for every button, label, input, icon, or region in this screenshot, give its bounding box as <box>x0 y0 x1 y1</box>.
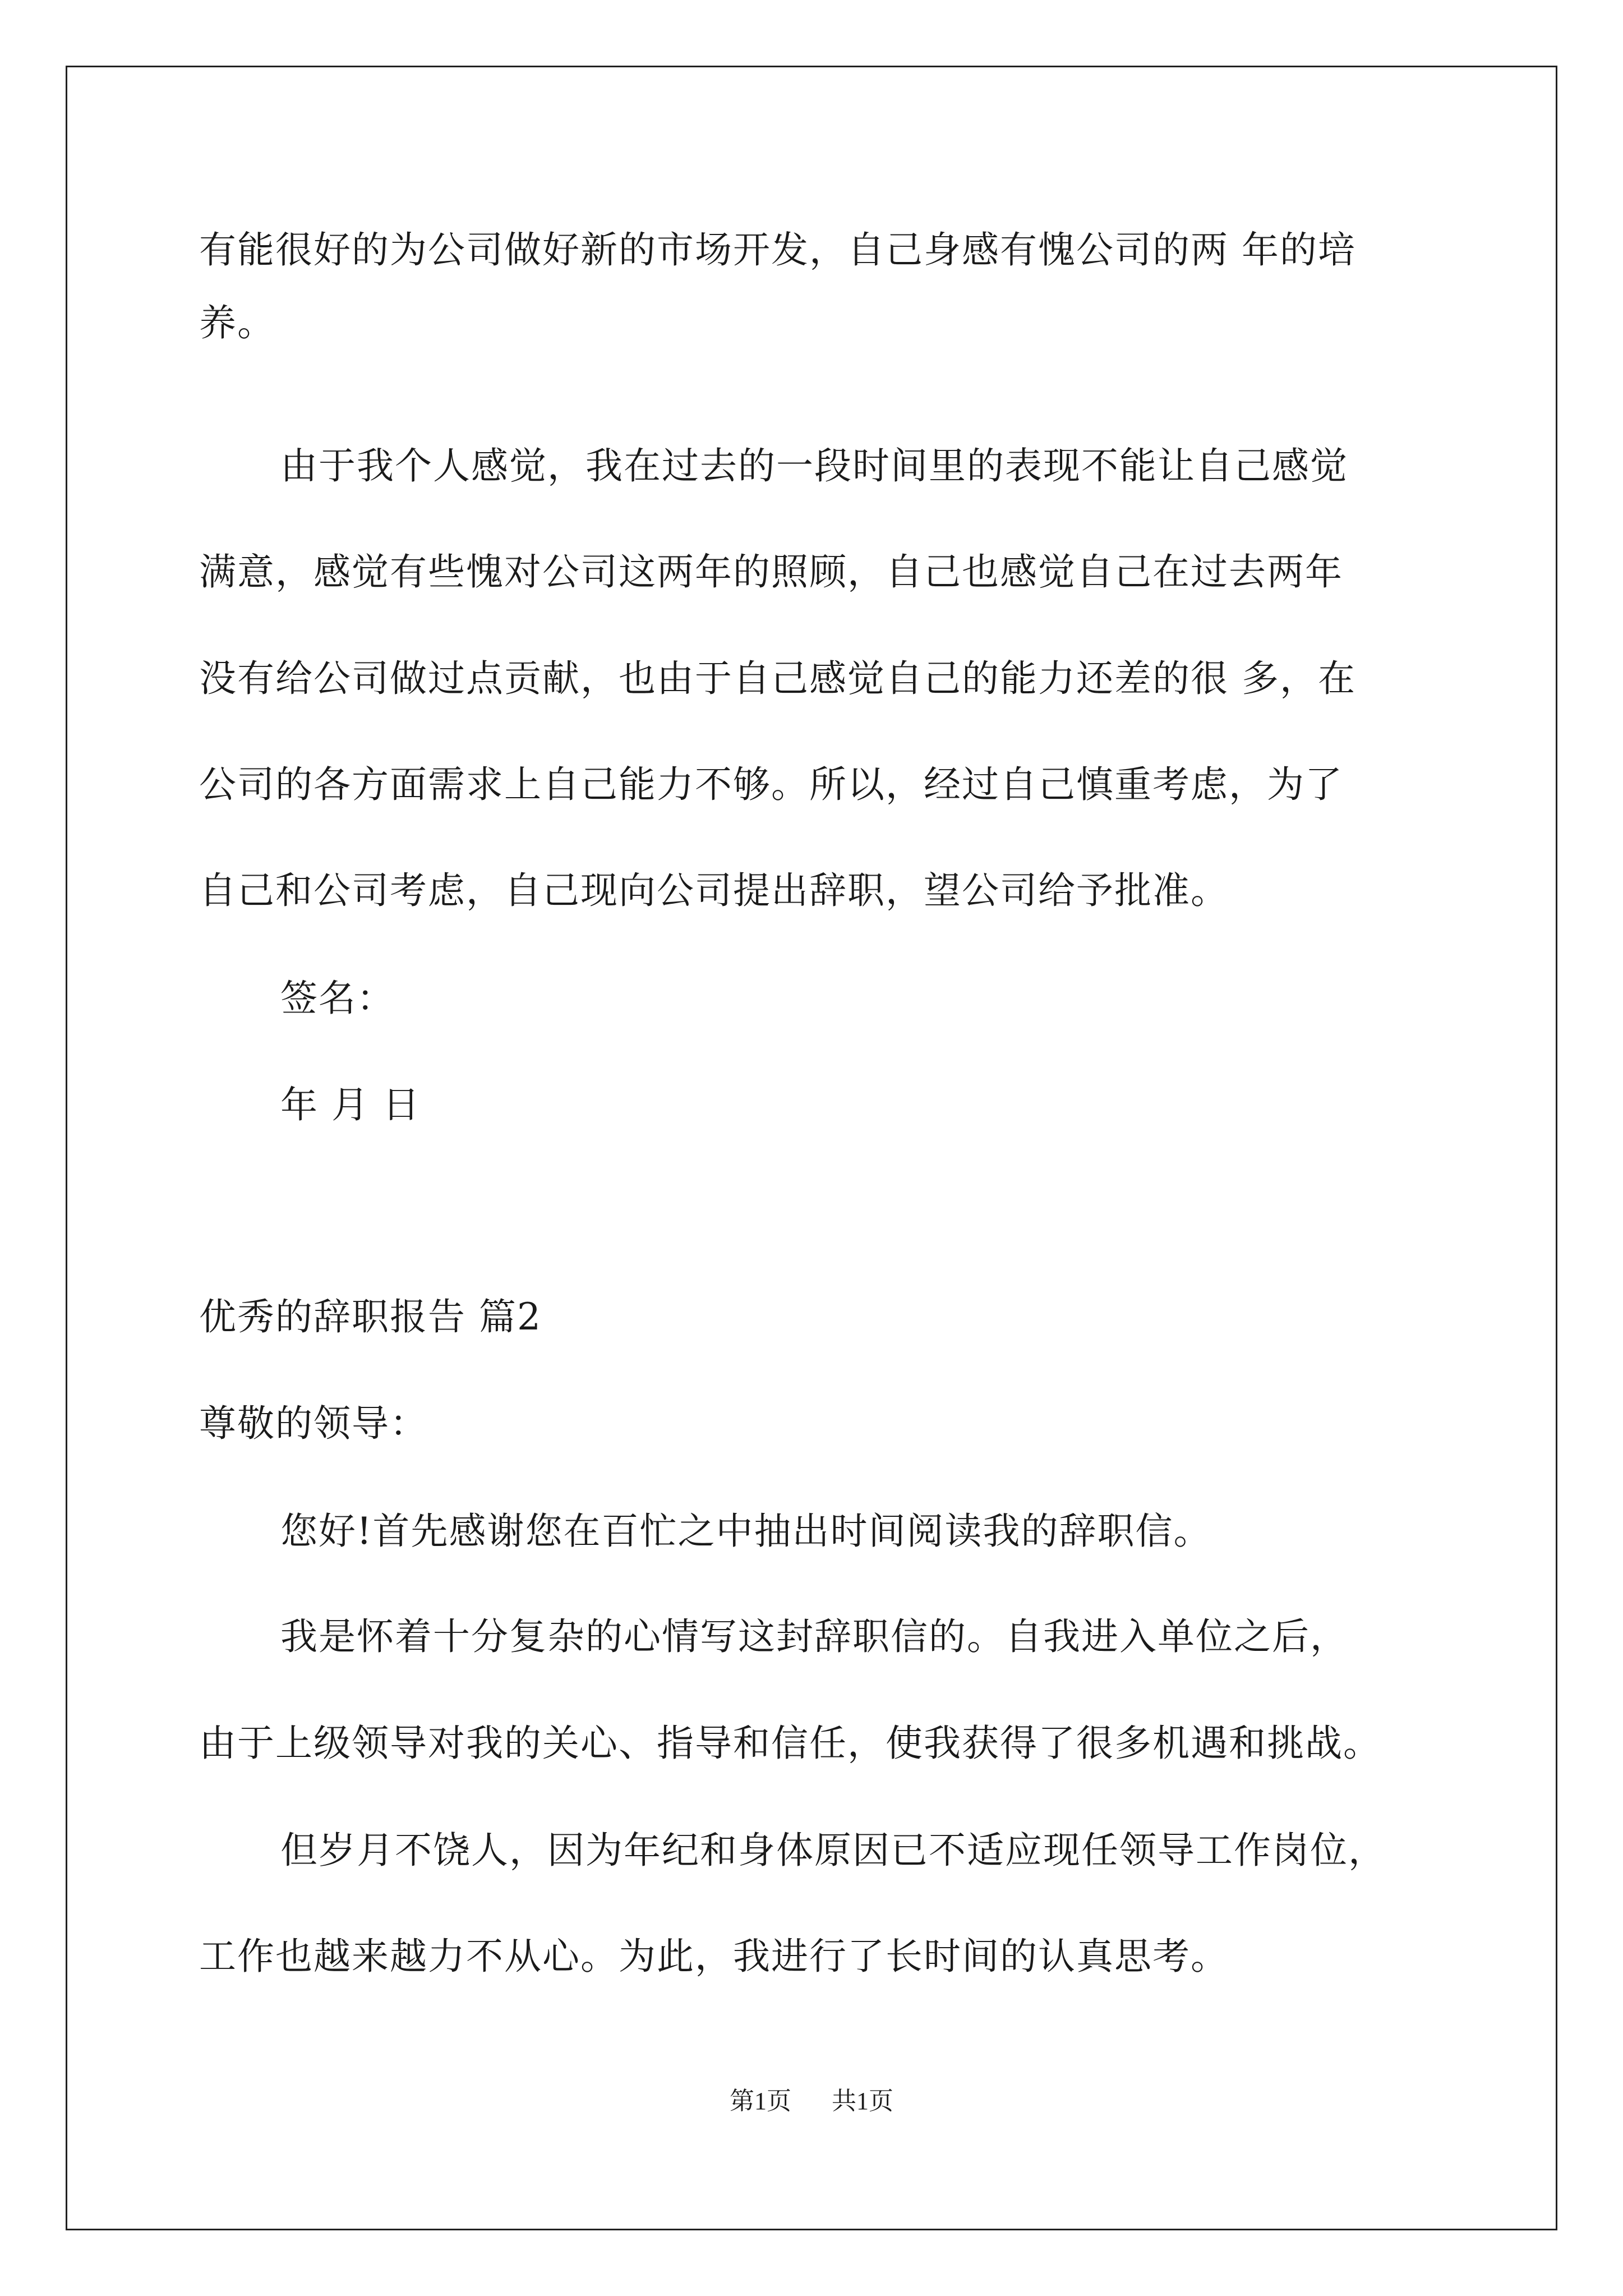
date-line: 年 月 日 <box>280 1083 421 1126</box>
body-text-line: 满意，感觉有些愧对公司这两年的照顾，自己也感觉自己在过去两年 <box>199 550 1343 593</box>
body-text-line: 没有给公司做过点贡献，也由于自己感觉自己的能力还差的很 多，在 <box>199 657 1356 700</box>
page-number: 第1页 <box>730 2087 791 2115</box>
body-text-line: 我是怀着十分复杂的心情写这封辞职信的。自我进入单位之后， <box>280 1615 1348 1658</box>
body-text-line: 工作也越来越力不从心。为此，我进行了长时间的认真思考。 <box>199 1935 1229 1978</box>
signature-label: 签名： <box>280 977 395 1020</box>
page-total: 共1页 <box>832 2087 893 2115</box>
body-text-line: 您好!首先感谢您在百忙之中抽出时间阅读我的辞职信。 <box>280 1510 1212 1553</box>
body-text-line: 自己和公司考虑，自己现向公司提出辞职，望公司给予批准。 <box>199 869 1229 912</box>
body-text-line: 公司的各方面需求上自己能力不够。所以，经过自己慎重考虑，为了 <box>199 763 1343 806</box>
section-heading: 优秀的辞职报告 篇2 <box>199 1295 542 1338</box>
body-text-line: 由于我个人感觉，我在过去的一段时间里的表现不能让自己感觉 <box>280 444 1348 487</box>
body-text-line: 养。 <box>199 301 275 344</box>
page-border <box>66 66 1557 2230</box>
body-text-line: 由于上级领导对我的关心、指导和信任，使我获得了很多机遇和挑战。 <box>199 1722 1381 1765</box>
salutation: 尊敬的领导： <box>199 1402 428 1445</box>
page-footer <box>0 2089 1623 2114</box>
body-text-line: 但岁月不饶人，因为年纪和身体原因已不适应现任领导工作岗位， <box>280 1829 1386 1872</box>
body-text-line: 有能很好的为公司做好新的市场开发，自己身感有愧公司的两 年的培 <box>199 228 1356 272</box>
